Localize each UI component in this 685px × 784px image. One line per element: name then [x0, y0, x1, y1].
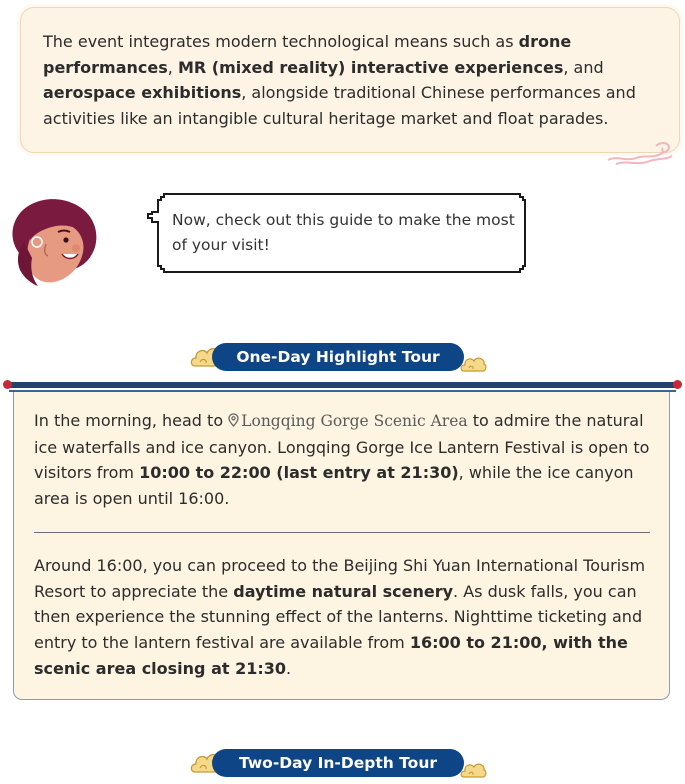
location-pin-icon: [228, 413, 239, 427]
tab-two-day-label: Two-Day In-Depth Tour: [212, 749, 464, 777]
highlight-aerospace: aerospace exhibitions: [43, 83, 242, 102]
cloud-icon: [460, 353, 488, 375]
tab-one-day-label: One-Day Highlight Tour: [212, 343, 464, 371]
tour-content: [13, 392, 670, 700]
cloud-icon: [460, 759, 488, 781]
scroll-rod: [6, 382, 679, 388]
tab-two-day-tour[interactable]: [190, 746, 490, 784]
avatar: [2, 194, 112, 298]
speech-bubble-text: Now, check out this guide to make the most of your visit!: [172, 211, 515, 254]
afternoon-paragraph: Around 16:00, you can proceed to the Beijing Shi Yuan International Tourism Resort to appreciate the daytime natural scenery. As dusk falls, you can then experience the stunning effect of the lanterns. Nighttime ticketing and entry to the lantern festival are available from 16:00 to 21:00, with the scenic area closing at 21:30.: [34, 556, 646, 678]
scroll-knob-right: [673, 380, 682, 389]
location-link[interactable]: [228, 412, 467, 430]
intro-text: The event integrates modern technological means such as drone performances, MR (mixed reality) interactive experiences, and aerospace exhibitions, alongside traditional Chinese performances and activities like an intangible cultural heritage market and float parades.: [43, 32, 636, 128]
highlight-mr: MR (mixed reality) interactive experiences: [177, 57, 564, 77]
divider: [34, 532, 650, 533]
tab-one-day-tour[interactable]: [190, 340, 490, 378]
daytime-scenery: daytime natural scenery: [233, 581, 454, 601]
cloud-swirl-icon: [606, 140, 676, 166]
opening-hours: 10:00 to 22:00 (last entry at 21:30): [139, 463, 459, 483]
highlight-drone: drone performances: [43, 32, 572, 77]
one-day-tour-panel: [3, 379, 682, 709]
night-hours: 16:00 to 21:00, with the scenic area closing at 21:30: [34, 633, 628, 678]
scroll-knob-left: [3, 380, 12, 389]
intro-card: [20, 7, 680, 153]
morning-paragraph: In the morning, head to Longqing Gorge Scenic Area to admire the natural ice waterfalls and ice canyon. Longqing Gorge Ice Lantern Festival is open to visitors from 10:00 to 22:00 (last entry at 21:30), while the ice canyon area is open until 16:00.: [34, 411, 650, 509]
location-label: Longqing Gorge Scenic Area: [241, 412, 468, 430]
